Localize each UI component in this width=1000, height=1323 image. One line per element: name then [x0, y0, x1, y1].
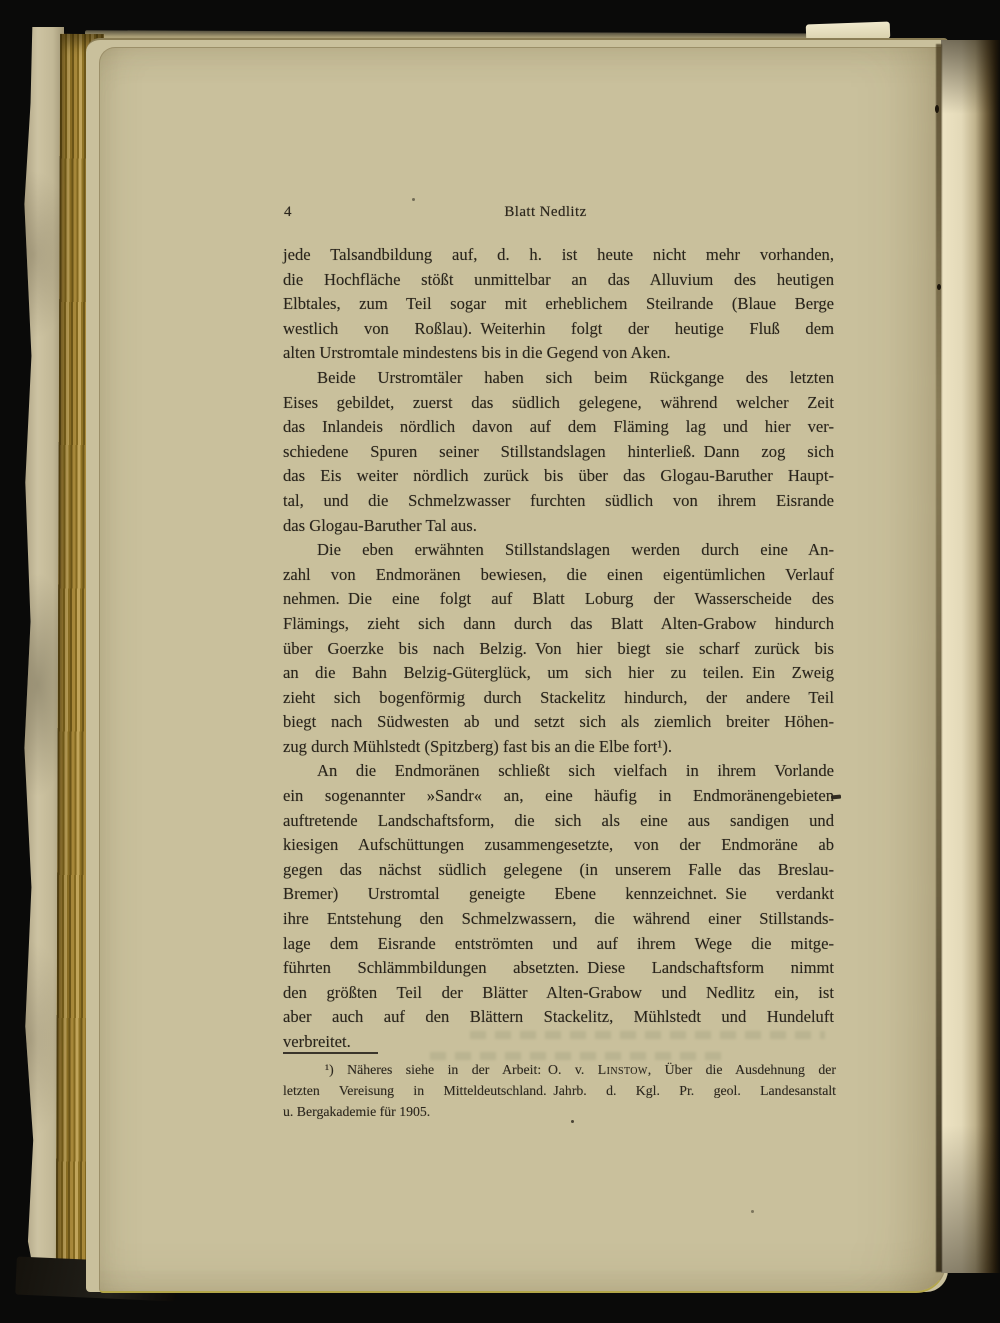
- ink-speck: [935, 105, 939, 113]
- ink-speck: [751, 1210, 754, 1213]
- footnote: [283, 1059, 836, 1122]
- footnote-line: letzten Vereisung in Mitteldeutschland. Jahrb. d. Kgl. Pr. geol. Landesanstalt: [283, 1083, 836, 1098]
- text-line: Eises gebildet, zuerst das südlich gelegene, während welcher Zeit: [283, 392, 834, 412]
- text-line: jede Talsandbildung auf, d. h. ist heute nicht mehr vorhanden,: [283, 245, 834, 264]
- text-line: Flämings, zieht sich dann durch das Blatt Alten-Grabow hindurch: [283, 613, 834, 633]
- text-line: lage dem Eisrande entströmten und auf ihrem Wege die mitge-: [283, 933, 834, 953]
- text-line: das Glogau-Baruther Tal aus.: [283, 515, 477, 535]
- header-title: Blatt Nedlitz: [504, 204, 587, 220]
- text-line: ein sogenannter »Sandr« an, eine häufig in Endmoränengebieten: [283, 786, 834, 806]
- text-line: auftretende Landschaftsform, die sich als eine aus sandigen und: [283, 810, 834, 830]
- text-line: über Goerzke bis nach Belzig. Von hier biegt sie scharf zurück bis: [283, 638, 834, 658]
- body-text: [283, 243, 834, 1055]
- text-line: zieht sich bogenförmig durch Stackelitz hindurch, der andere Teil: [283, 687, 834, 707]
- footnote-rule: [283, 1052, 378, 1054]
- text-line: an die Bahn Belzig-Güterglück, um sich hier zu teilen. Ein Zweig: [283, 663, 834, 683]
- paragraph: [283, 243, 834, 366]
- gutter-fold: [941, 40, 1000, 1273]
- running-header: [283, 204, 834, 226]
- text-line: das Eis weiter nördlich zurück bis über das Glogau-Baruther Haupt-: [283, 466, 834, 486]
- footnote-author-name: Linstow: [597, 1062, 648, 1077]
- text-line: Die eben erwähnten Stillstandslagen werden durch eine An-: [317, 540, 834, 560]
- text-line: zahl von Endmoränen bewiesen, die einen eigentümlichen Verlauf: [283, 564, 834, 584]
- text-line: Beide Urstromtäler haben sich beim Rückgange des letzten: [317, 367, 834, 387]
- text-line: Bremer) Urstromtal geneigte Ebene kennzeichnet. Sie verdankt: [283, 884, 834, 904]
- paragraph: [283, 538, 834, 759]
- text-line: alten Urstromtale mindestens bis in die Gegend von Aken.: [283, 343, 671, 363]
- footnote-text: ¹) Näheres siehe in der Arbeit: O. v.: [325, 1062, 598, 1077]
- footnote-text: , Über die Ausdehnung der: [647, 1062, 836, 1077]
- text-line: das Inlandeis nördlich davon auf dem Fläming lag und hier ver-: [283, 417, 834, 437]
- text-line: nehmen. Die eine folgt auf Blatt Loburg der Wasserscheide des: [283, 589, 834, 609]
- text-line: den größten Teil der Blätter Alten-Grabow und Nedlitz ein, ist: [283, 982, 834, 1002]
- text-line: gegen das nächst südlich gelegene (in unserem Falle das Breslau-: [283, 859, 834, 879]
- ink-speck: [937, 284, 941, 290]
- text-line: kiesigen Aufschüttungen zusammengesetzte, von der Endmoräne ab: [283, 835, 834, 855]
- text-line: verbreitet.: [283, 1032, 351, 1051]
- footnote-line: u. Bergakademie für 1905.: [283, 1104, 431, 1119]
- gutter-crease: [936, 44, 942, 1272]
- paragraph: [283, 759, 834, 1054]
- ink-speck: [412, 198, 415, 201]
- text-line: schiedene Spuren seiner Stillstandslagen hinterließ. Dann zog sich: [283, 441, 834, 461]
- text-line: Elbtales, zum Teil sogar mit erheblichem Steilrande (Blaue Berge: [283, 294, 834, 314]
- text-line: tal, und die Schmelzwasser furchten südlich von ihrem Eisrande: [283, 490, 834, 510]
- text-line: westlich von Roßlau). Weiterhin folgt der heutige Fluß dem: [283, 318, 834, 338]
- text-line: zug durch Mühlstedt (Spitzberg) fast bis an die Elbe fort¹).: [283, 736, 672, 756]
- text-line: führten Schlämmbildungen absetzten. Diese Landschaftsform nimmt: [283, 958, 834, 978]
- text-line: ihre Entstehung den Schmelzwassern, die während einer Stillstands-: [283, 909, 834, 929]
- text-line: biegt nach Südwesten ab und setzt sich als ziemlich breiter Höhen-: [283, 712, 834, 732]
- page-number: 4: [284, 204, 292, 220]
- footnote-line: [283, 1059, 836, 1080]
- paragraph: [283, 366, 834, 538]
- text-line: die Hochfläche stößt unmittelbar an das Alluvium des heutigen: [283, 269, 834, 289]
- text-line: aber auch auf den Blättern Stackelitz, Mühlstedt und Hundeluft: [283, 1007, 834, 1027]
- text-line: An die Endmoränen schließt sich vielfach in ihrem Vorlande: [317, 761, 834, 781]
